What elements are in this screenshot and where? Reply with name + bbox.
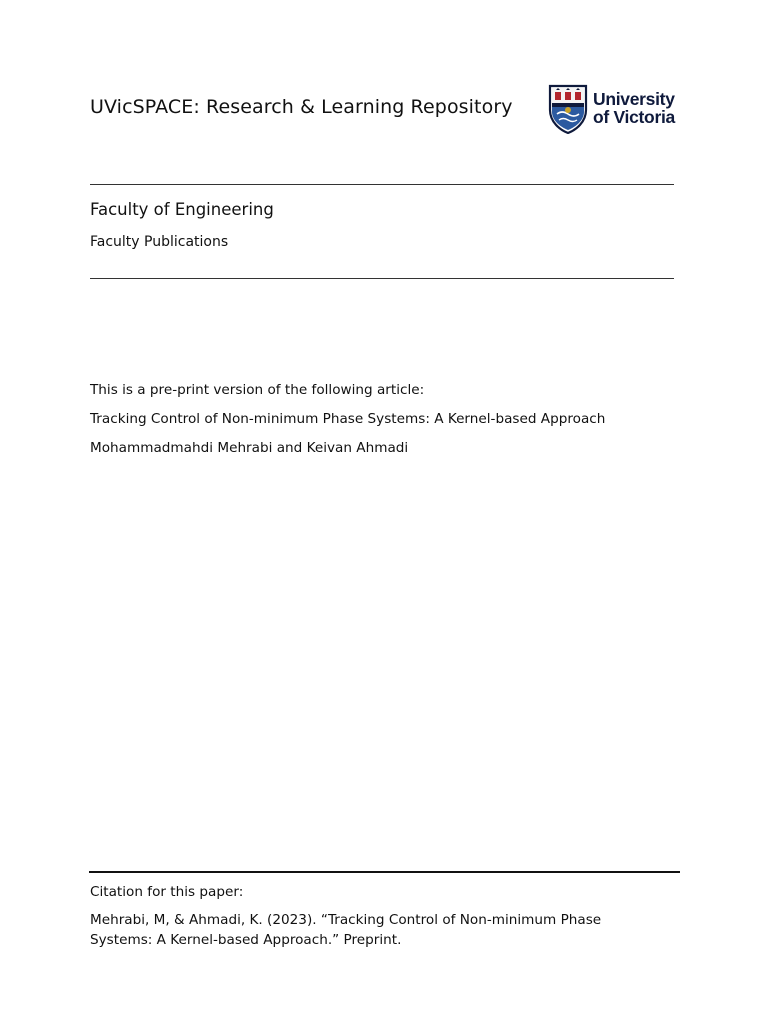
article-title: Tracking Control of Non-minimum Phase Systems: A Kernel-based Approach [90, 411, 606, 427]
logo-line-university: University [593, 89, 675, 109]
footer-divider [89, 871, 680, 873]
repository-title: UVicSPACE: Research & Learning Repository [90, 96, 513, 118]
university-logo [548, 84, 678, 136]
citation-text [90, 910, 680, 950]
citation-line: Mehrabi, M, & Ahmadi, K. (2023). “Tracking Control of Non-minimum Phase [90, 912, 602, 928]
logo-line-of-victoria: of Victoria [593, 107, 675, 127]
preprint-notice: This is a pre-print version of the following article: [90, 382, 425, 398]
article-authors: Mohammadmahdi Mehrabi and Keivan Ahmadi [90, 440, 409, 456]
collection-subheading: Faculty Publications [90, 234, 229, 250]
university-crest-icon [548, 84, 588, 134]
faculty-heading: Faculty of Engineering [90, 200, 274, 219]
university-wordmark [593, 90, 675, 126]
citation-line: Systems: A Kernel-based Approach.” Preprint. [90, 932, 402, 948]
divider-top [90, 184, 674, 185]
divider-bottom [90, 278, 674, 279]
citation-label: Citation for this paper: [90, 884, 244, 900]
